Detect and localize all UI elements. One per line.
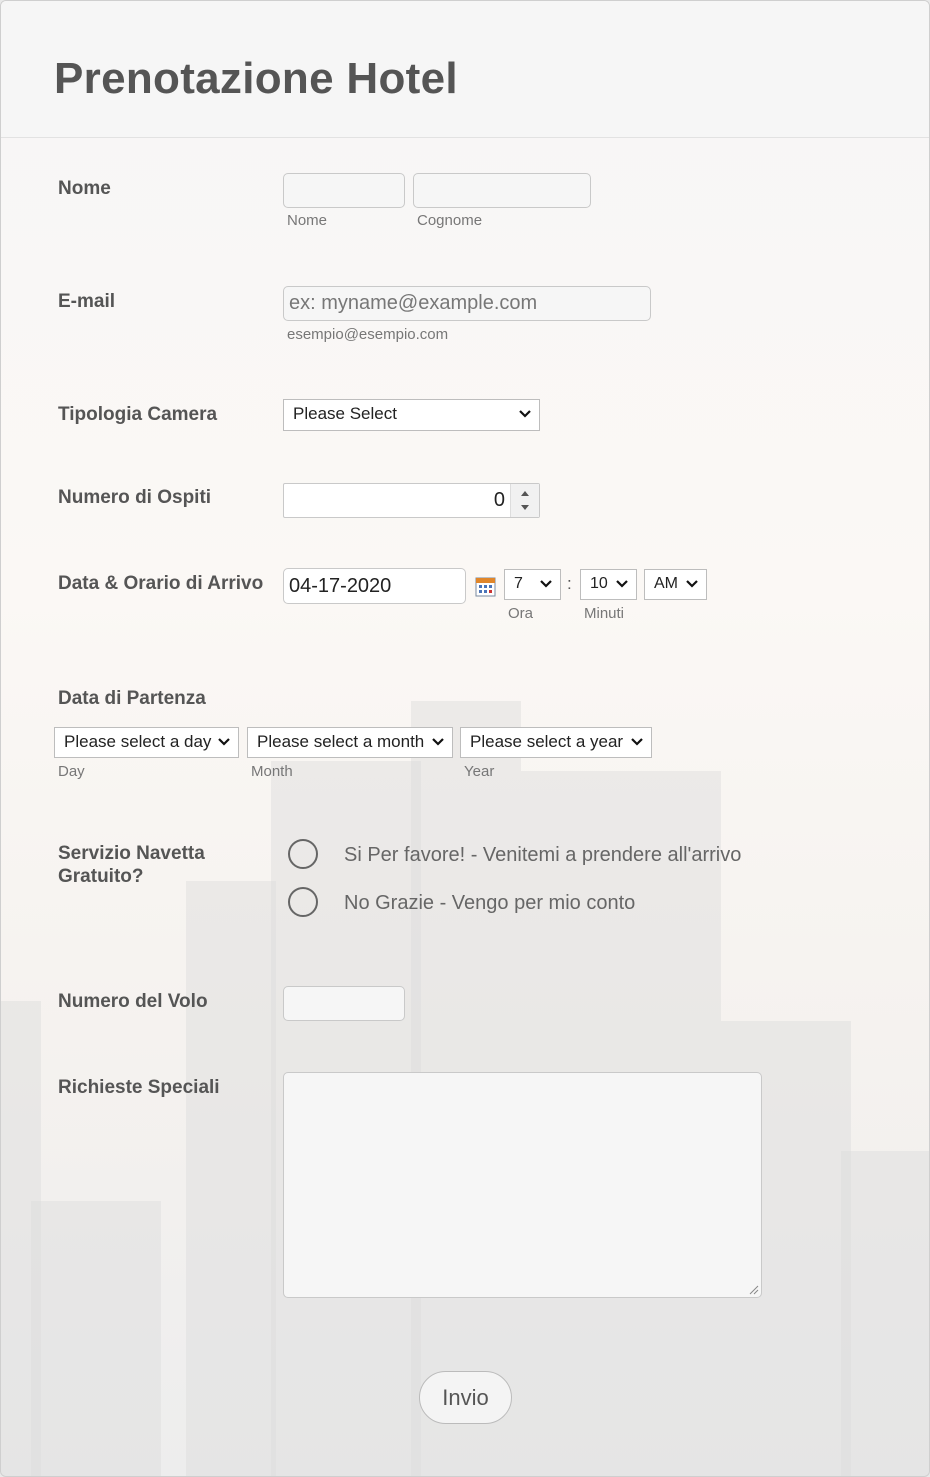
hour-value: 7 [514, 575, 523, 592]
form-header [1, 1, 929, 138]
minute-sublabel: Minuti [584, 605, 625, 622]
first-name-input[interactable] [283, 173, 405, 208]
flight-number-input[interactable] [283, 986, 405, 1021]
departure-year-select[interactable] [460, 727, 652, 758]
ampm-select[interactable] [644, 569, 707, 600]
chevron-down-icon [518, 400, 532, 428]
room-type-label: Tipologia Camera [58, 404, 218, 425]
background-building [841, 1151, 929, 1477]
departure-month-select[interactable] [247, 727, 453, 758]
room-type-select[interactable] [283, 399, 540, 431]
email-sublabel: esempio@esempio.com [287, 326, 449, 343]
month-sublabel: Month [251, 763, 293, 780]
guests-stepper[interactable] [283, 483, 540, 518]
shuttle-label [58, 842, 205, 888]
nome-label: Nome [58, 178, 111, 199]
ampm-value: AM [654, 575, 678, 592]
minute-value: 10 [590, 575, 608, 592]
submit-button[interactable]: Invio [419, 1371, 512, 1424]
arrival-label: Data & Orario di Arrivo [58, 573, 264, 594]
shuttle-yes-label[interactable]: Si Per favore! - Venitemi a prendere all'arrivo [344, 844, 742, 866]
chevron-down-icon [431, 728, 445, 756]
guests-value: 0 [493, 489, 505, 511]
hour-sublabel: Ora [508, 605, 534, 622]
page-title: Prenotazione Hotel [54, 54, 458, 103]
departure-label: Data di Partenza [58, 688, 206, 709]
resize-handle-icon[interactable] [748, 1284, 759, 1295]
stepper-arrows[interactable] [510, 484, 539, 517]
room-type-value: Please Select [293, 404, 397, 423]
year-sublabel: Year [464, 763, 495, 780]
shuttle-no-radio[interactable] [288, 887, 318, 917]
year-value: Please select a year [470, 732, 624, 751]
last-name-sublabel: Cognome [417, 212, 483, 229]
special-requests-textarea[interactable] [283, 1072, 762, 1298]
email-label: E-mail [58, 291, 116, 312]
chevron-down-icon [615, 570, 629, 598]
chevron-down-icon [539, 570, 553, 598]
shuttle-label-line1: Servizio Navetta [58, 843, 205, 864]
flight-label: Numero del Volo [58, 991, 208, 1012]
day-value: Please select a day [64, 732, 212, 751]
calendar-icon[interactable] [475, 576, 496, 597]
shuttle-yes-radio[interactable] [288, 839, 318, 869]
arrival-date-input[interactable]: 04-17-2020 [283, 568, 466, 604]
shuttle-no-label[interactable]: No Grazie - Vengo per mio conto [344, 892, 636, 914]
background-building [186, 881, 276, 1477]
background-building [31, 1201, 161, 1477]
first-name-sublabel: Nome [287, 212, 328, 229]
chevron-down-icon [217, 728, 231, 756]
departure-day-select[interactable] [54, 727, 239, 758]
hour-select[interactable] [504, 569, 561, 600]
guests-label: Numero di Ospiti [58, 487, 212, 508]
spinner-icon [511, 484, 539, 517]
requests-label: Richieste Speciali [58, 1077, 220, 1098]
time-separator: : [567, 574, 572, 593]
month-value: Please select a month [257, 732, 425, 751]
email-input[interactable]: ex: myname@example.com [283, 286, 651, 321]
shuttle-label-line2: Gratuito? [58, 866, 144, 887]
minute-select[interactable] [580, 569, 637, 600]
chevron-down-icon [685, 570, 699, 598]
chevron-down-icon [630, 728, 644, 756]
day-sublabel: Day [58, 763, 85, 780]
last-name-input[interactable] [413, 173, 591, 208]
